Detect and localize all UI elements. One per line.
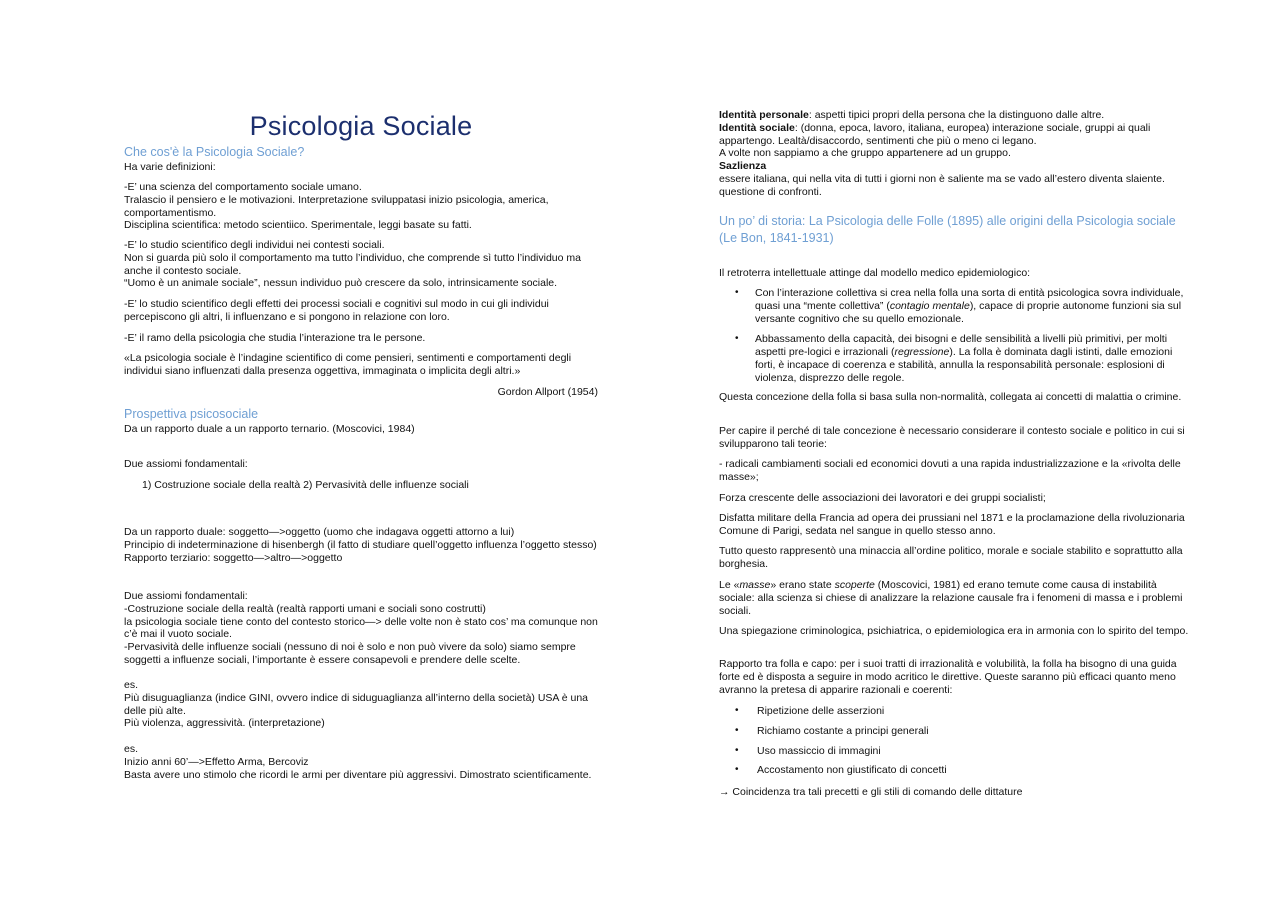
personal-identity-label: Identità personale <box>719 109 809 121</box>
social-identity <box>719 122 1191 148</box>
definitions-intro: Ha varie definizioni: <box>124 161 216 173</box>
history-intro: Il retroterra intellettuale attinge dal modello medico epidemiologico: <box>719 267 1031 279</box>
axioms-list: 1) Costruzione sociale della realtà 2) Pervasività delle influenze sociali <box>142 479 469 491</box>
perspective-line: Da un rapporto duale a un rapporto ternario. (Moscovici, 1984) <box>124 423 415 435</box>
definition-4: -E’ il ramo della psicologia che studia l’interazione tra le persone. <box>124 332 426 344</box>
social-identity-label: Identità sociale <box>719 121 795 134</box>
salience-label: Sazlienza <box>719 160 767 173</box>
history-p9: Rapporto tra folla e capo: per i suoi tratti di irrazionalità e volubilità, la folla ha bisogno di una guida forte ed è disposta a seguire in modo acritico le direttive. Queste saranno più efficaci quanto meno avranno la pretesa di apparire razionali e coerenti: <box>719 658 1177 696</box>
definition-3: -E’ lo studio scientifico degli effetti dei processi sociali e cognitivi sul modo in cui gli individui percepiscono gli altri, li influenzano e si pongono in relazione con loro. <box>124 298 549 323</box>
section-heading-perspective: Prospettiva psicosociale <box>124 407 259 421</box>
allport-quote: «La psicologia sociale è l’indagine scientifico di come pensieri, sentimenti e comportamenti degli individui siano influenzati dalla presenza oggettiva, immaginata o implicita degli altri.» <box>124 352 572 377</box>
quote-author: Gordon Allport (1954) <box>497 386 598 398</box>
personal-identity <box>719 109 1191 122</box>
leader-techniques-list <box>719 705 1191 777</box>
definition-1 <box>124 181 598 232</box>
notes-disuguaglianza: es. Più disuguaglianza (indice GINI, ovvero indice di siduguaglianza all’interno della società) USA è una delle più alte. Più violenza, aggressività. (interpretazione) <box>124 679 589 730</box>
page-title: Psicologia Sociale <box>249 111 473 141</box>
social-identity-text: : (donna, epoca, lavoro, italiana, europea) interazione sociale, gruppi ai quali appartengo. Lealtà/disaccordo, sentimenti che più o meno ci legano. <box>719 121 1151 147</box>
definition-2 <box>124 239 598 290</box>
history-heading: Un po’ di storia: La Psicologia delle Folle (1895) alle origini della Psicologia sociale (Le Bon, 1841-1931) <box>719 214 1176 245</box>
definition-2-text: -E’ lo studio scientifico degli individui nei contesti sociali. Non si guarda più solo il comportamento ma tutto l’individuo, che comprende sì tutto l’individuo ma anche il contesto sociale. “Uomo è un animale sociale”, nessun individuo può crescere da solo, intrinsicamente sociale. <box>124 239 581 290</box>
history-conclusion: → Coincidenza tra tali precetti e gli stili di comando delle dittature <box>719 786 1023 798</box>
bullet-regressione-text: Abbassamento della capacità, dei bisogni e delle sensibilità a livelli più primitivi, per molti aspetti pre-logici e irrazionali (regressione). La folla è dominata dagli istinti, dalle emozioni forti, è incapace di coerenza e stabilità, annulla la responsabilità personale: esplosioni di violenza, disprezzo delle regole. <box>755 333 1173 384</box>
technique-item: • Accostamento non giustificato di concetti <box>719 764 1191 777</box>
bullet-contagio <box>719 287 1191 325</box>
history-p8: Una spiegazione criminologica, psichiatrica, o epidemiologica era in armonia con lo spirito del tempo. <box>719 625 1189 637</box>
technique-item: • Ripetizione delle asserzioni <box>719 705 1191 718</box>
definition-1-text: -E’ una scienza del comportamento sociale umano. Tralascio il pensiero e le motivazioni. Interpretazione sviluppatasi inizio psicologia, america, comportamentismo. Disciplina scientifica: metodo scientiico. Sperimentale, leggi basate su fatti. <box>124 181 549 232</box>
history-p4: Forza crescente delle associazioni dei lavoratori e dei gruppi socialisti; <box>719 492 1046 504</box>
history-p7: Le «masse» erano state scoperte (Moscovici, 1981) ed erano temute come causa di instabilità sociale: alla scienza si chiese di analizzare la relazione causale fra i fenomeni di massa e i problemi sociali. <box>719 579 1183 617</box>
bullet-regressione <box>719 333 1191 384</box>
history-p6: Tutto questo rappresentò una minaccia all’ordine politico, morale e sociale stabilito e soprattutto alla borghesia. <box>719 545 1183 570</box>
history-p2: Per capire il perché di tale concezione è necessario considerare il contesto sociale e politico in cui si svilupparono tali teorie: <box>719 425 1185 450</box>
history-bullets <box>719 287 1191 385</box>
section-heading-definition: Che cos'è la Psicologia Sociale? <box>124 145 305 159</box>
salience-text: essere italiana, qui nella vita di tutti i giorni non è saliente ma se vado all’estero diventa slaiente. questione di confronti. <box>719 172 1165 198</box>
notes-duale: Da un rapporto duale: soggetto—>oggetto (uomo che indagava oggetti attorno a lui) Principio di indeterminazione di hisenbergh (il fatto di studiare quell’oggetto influenza l’oggetto stesso) Rapporto terziario: soggetto—>altro—>oggetto <box>124 526 597 564</box>
notes-effetto-arma: es. Inizio anni 60’—>Effetto Arma, Bercoviz Basta avere uno stimolo che ricordi le armi per diventare più aggressivi. Dimostrato scientificamente. <box>124 743 592 781</box>
history-p1: Questa concezione della folla si basa sulla non-normalità, collegata ai concetti di malattia o crimine. <box>719 391 1182 403</box>
personal-identity-text: : aspetti tipici propri della persona che la distinguono dalle altre. <box>808 109 1105 121</box>
notes-assiomi: Due assiomi fondamentali: -Costruzione sociale della realtà (realtà rapporti umani e sociali sono costrutti) la psicologia sociale tiene conto del contesto storico—> delle volte non è stato cos’ ma comunque non c’è mai il vuoto sociale. -Pervasività delle influenze sociali (nessuno di noi è solo e non può vivere da solo) siamo sempre soggetti a influenze sociali, l’importante è essere consapevoli e prendere delle scelte. <box>124 590 598 666</box>
technique-item: • Uso massiccio di immagini <box>719 745 1191 758</box>
identity-note: A volte non sappiamo a che gruppo appartenere ad un gruppo. <box>719 147 1011 160</box>
history-p3: - radicali cambiamenti sociali ed economici dovuti a una rapida industrializzazione e la «rivolta delle masse»; <box>719 458 1181 483</box>
technique-item: • Richiamo costante a principi generali <box>719 725 1191 738</box>
history-p5: Disfatta militare della Francia ad opera dei prussiani nel 1871 e la proclamazione della rivoluzionaria Comune di Parigi, sedata nel sangue in quello stesso anno. <box>719 512 1185 537</box>
bullet-contagio-text: Con l’interazione collettiva si crea nella folla una sorta di entità psicologica sovra individuale, quasi una “mente collettiva” (contagio mentale), capace di proprie autonome funzioni sia sul versante cognitivo che su quello emozionale. <box>755 287 1184 325</box>
axioms-title: Due assiomi fondamentali: <box>124 458 248 470</box>
identity-block <box>719 109 1191 199</box>
